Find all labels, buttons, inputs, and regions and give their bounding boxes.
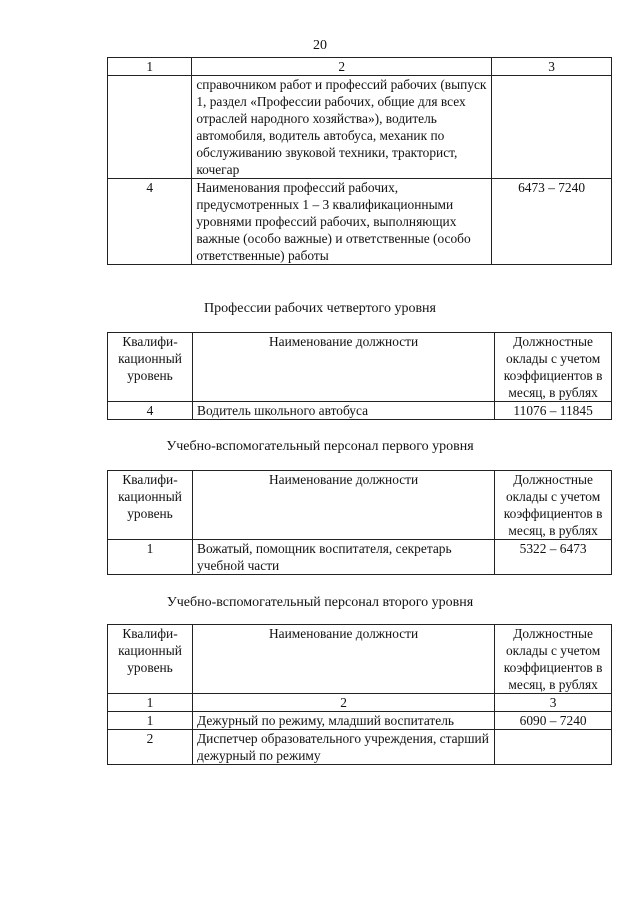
- position-name-cell: Вожатый, помощник воспитателя, секретарь учебной части: [193, 540, 495, 575]
- salary-cell: 6090 – 7240: [495, 712, 612, 730]
- column-number: 1: [108, 58, 192, 76]
- salary-table-continuation: [107, 57, 612, 265]
- salary-cell: 6473 – 7240: [492, 179, 612, 265]
- level-cell: 4: [108, 179, 192, 265]
- header-salary: Должностные оклады с учетом коэффициентов в месяц, в рублях: [495, 471, 612, 540]
- position-name-cell: Диспетчер образовательного учреждения, старший дежурный по режиму: [193, 730, 495, 765]
- header-level: Квалифи-кационный уровень: [108, 333, 193, 402]
- header-level: Квалифи-кационный уровень: [108, 625, 193, 694]
- header-row: [108, 333, 612, 402]
- level-cell: [108, 76, 192, 179]
- column-number: 2: [193, 694, 495, 712]
- salary-cell: [492, 76, 612, 179]
- table-row: [108, 179, 612, 265]
- column-number-row: [108, 58, 612, 76]
- table-row: [108, 540, 612, 575]
- salary-table-support-staff-level-2: [107, 624, 612, 765]
- salary-cell: 11076 – 11845: [495, 402, 612, 420]
- column-number: 3: [492, 58, 612, 76]
- header-salary: Должностные оклады с учетом коэффициентов в месяц, в рублях: [495, 625, 612, 694]
- salary-cell: 5322 – 6473: [495, 540, 612, 575]
- table-row: [108, 730, 612, 765]
- section-title: Профессии рабочих четвертого уровня: [204, 301, 436, 316]
- position-name-cell: Наименования профессий рабочих, предусмотренных 1 – 3 квалификационными уровнями профессий рабочих, выполняющих важные (особо важные) и ответственные (особо ответственные) работы: [192, 179, 492, 265]
- table-row: [108, 712, 612, 730]
- header-level: Квалифи-кационный уровень: [108, 471, 193, 540]
- header-row: [108, 625, 612, 694]
- position-name-cell: Дежурный по режиму, младший воспитатель: [193, 712, 495, 730]
- level-cell: 4: [108, 402, 193, 420]
- table-row: [108, 402, 612, 420]
- salary-table-support-staff-level-1: [107, 470, 612, 575]
- header-position-name: Наименование должности: [193, 333, 495, 402]
- table-row: [108, 76, 612, 179]
- level-cell: 2: [108, 730, 193, 765]
- salary-cell: [495, 730, 612, 765]
- header-salary: Должностные оклады с учетом коэффициентов в месяц, в рублях: [495, 333, 612, 402]
- page-number: 20: [313, 38, 327, 53]
- column-number-row: [108, 694, 612, 712]
- level-cell: 1: [108, 712, 193, 730]
- header-position-name: Наименование должности: [193, 625, 495, 694]
- column-number: 3: [495, 694, 612, 712]
- salary-table-workers-level-4: [107, 332, 612, 420]
- level-cell: 1: [108, 540, 193, 575]
- position-name-cell: справочником работ и профессий рабочих (выпуск 1, раздел «Профессии рабочих, общие для всех отраслей народного хозяйства»), водитель автомобиля, водитель автобуса, механик по обслуживанию звуковой техники, тракторист, кочегар: [192, 76, 492, 179]
- section-title: Учебно-вспомогательный персонал первого уровня: [166, 439, 474, 454]
- header-row: [108, 471, 612, 540]
- position-name-cell: Водитель школьного автобуса: [193, 402, 495, 420]
- column-number: 2: [192, 58, 492, 76]
- header-position-name: Наименование должности: [193, 471, 495, 540]
- column-number: 1: [108, 694, 193, 712]
- section-title: Учебно-вспомогательный персонал второго уровня: [166, 595, 474, 610]
